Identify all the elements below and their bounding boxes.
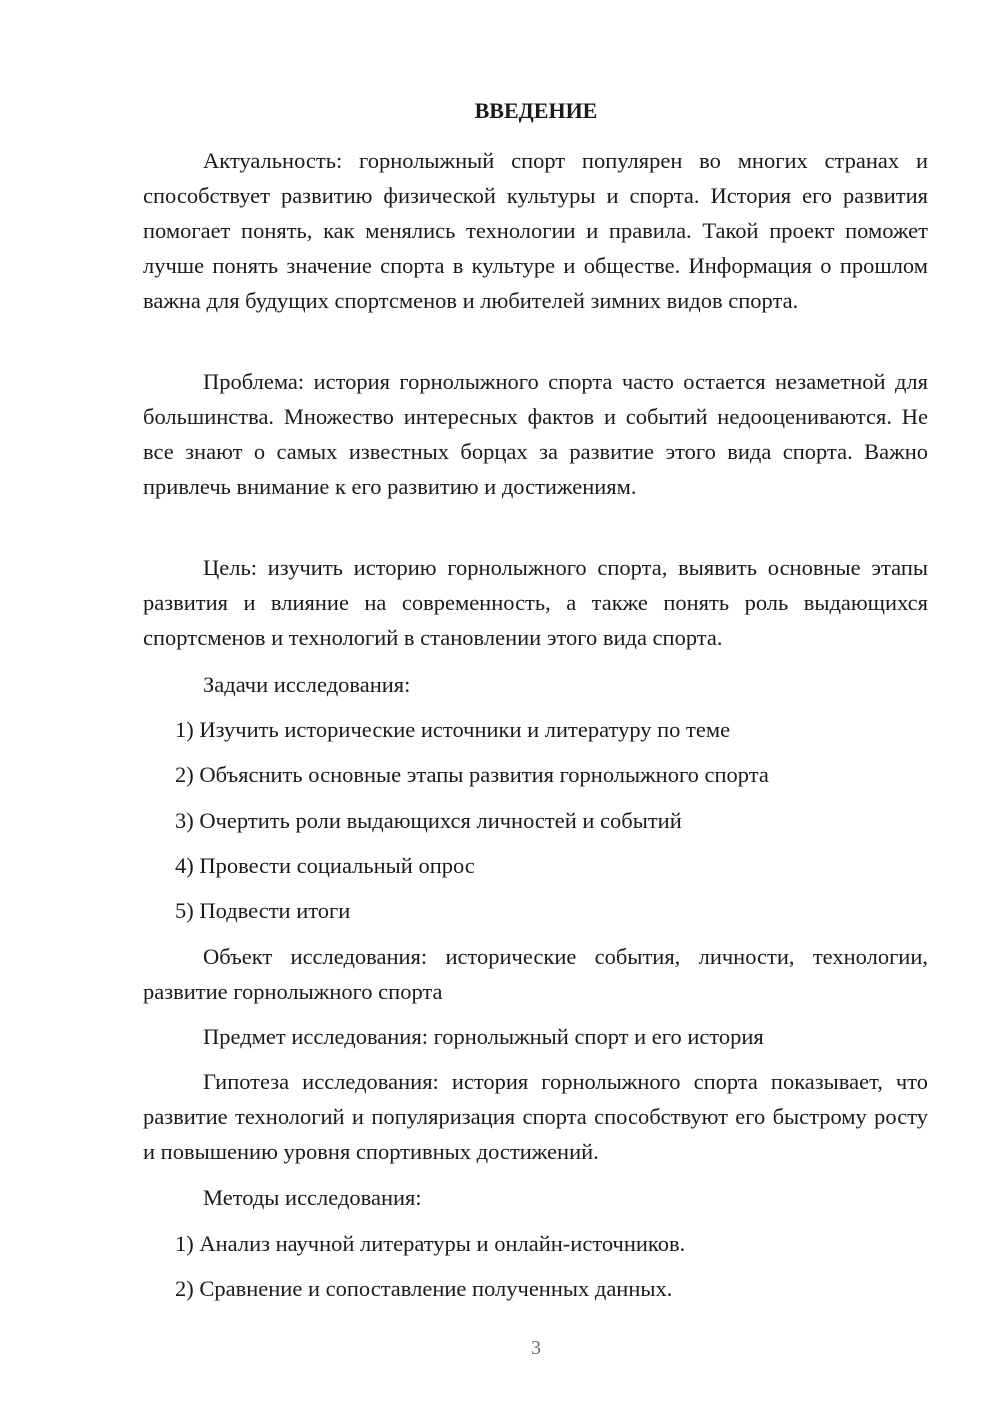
task-item-2: 2) Объяснить основные этапы развития горнолыжного спорта (175, 762, 769, 787)
object-paragraph: Объект исследования: исторические события, личности, технологии, развитие горнолыжного спорта (143, 944, 928, 1004)
task-item-4: 4) Провести социальный опрос (175, 853, 475, 878)
tasks-heading: Задачи исследования: (203, 672, 411, 697)
task-item-1: 1) Изучить исторические источники и литературу по теме (175, 717, 731, 742)
methods-heading: Методы исследования: (203, 1185, 422, 1210)
task-item-3: 3) Очертить роли выдающихся личностей и событий (175, 808, 682, 833)
page-number: 3 (531, 1337, 541, 1359)
hypothesis-paragraph: Гипотеза исследования: история горнолыжного спорта показывает, что развитие технологий и популяризация спорта способствуют его быстрому росту и повышению уровня спортивных достижений. (143, 1069, 928, 1164)
subject-paragraph: Предмет исследования: горнолыжный спорт и его история (203, 1024, 764, 1049)
actuality-paragraph: Актуальность: горнолыжный спорт популярен во многих странах и способствует развитию физической культуры и спорта. История его развития помогает понять, как менялись технологии и правила. Такой проект поможет лучше понять значение спорта в культуре и обществе. Информация о прошлом важна для будущих спортсменов и любителей зимних видов спорта. (143, 148, 928, 313)
task-item-5: 5) Подвести итоги (175, 898, 351, 923)
problem-paragraph: Проблема: история горнолыжного спорта часто остается незаметной для большинства. Множество интересных фактов и событий недооцениваются. Не все знают о самых известных борцах за развитие этого вида спорта. Важно привлечь внимание к его развитию и достижениям. (143, 369, 928, 499)
section-title: ВВЕДЕНИЕ (474, 98, 598, 123)
method-item-1: 1) Анализ научной литературы и онлайн-источников. (175, 1231, 686, 1256)
goal-paragraph: Цель: изучить историю горнолыжного спорта, выявить основные этапы развития и влияние на современность, а также понять роль выдающихся спортсменов и технологий в становлении этого вида спорта. (143, 555, 928, 650)
method-item-2: 2) Сравнение и сопоставление полученных данных. (175, 1276, 673, 1301)
